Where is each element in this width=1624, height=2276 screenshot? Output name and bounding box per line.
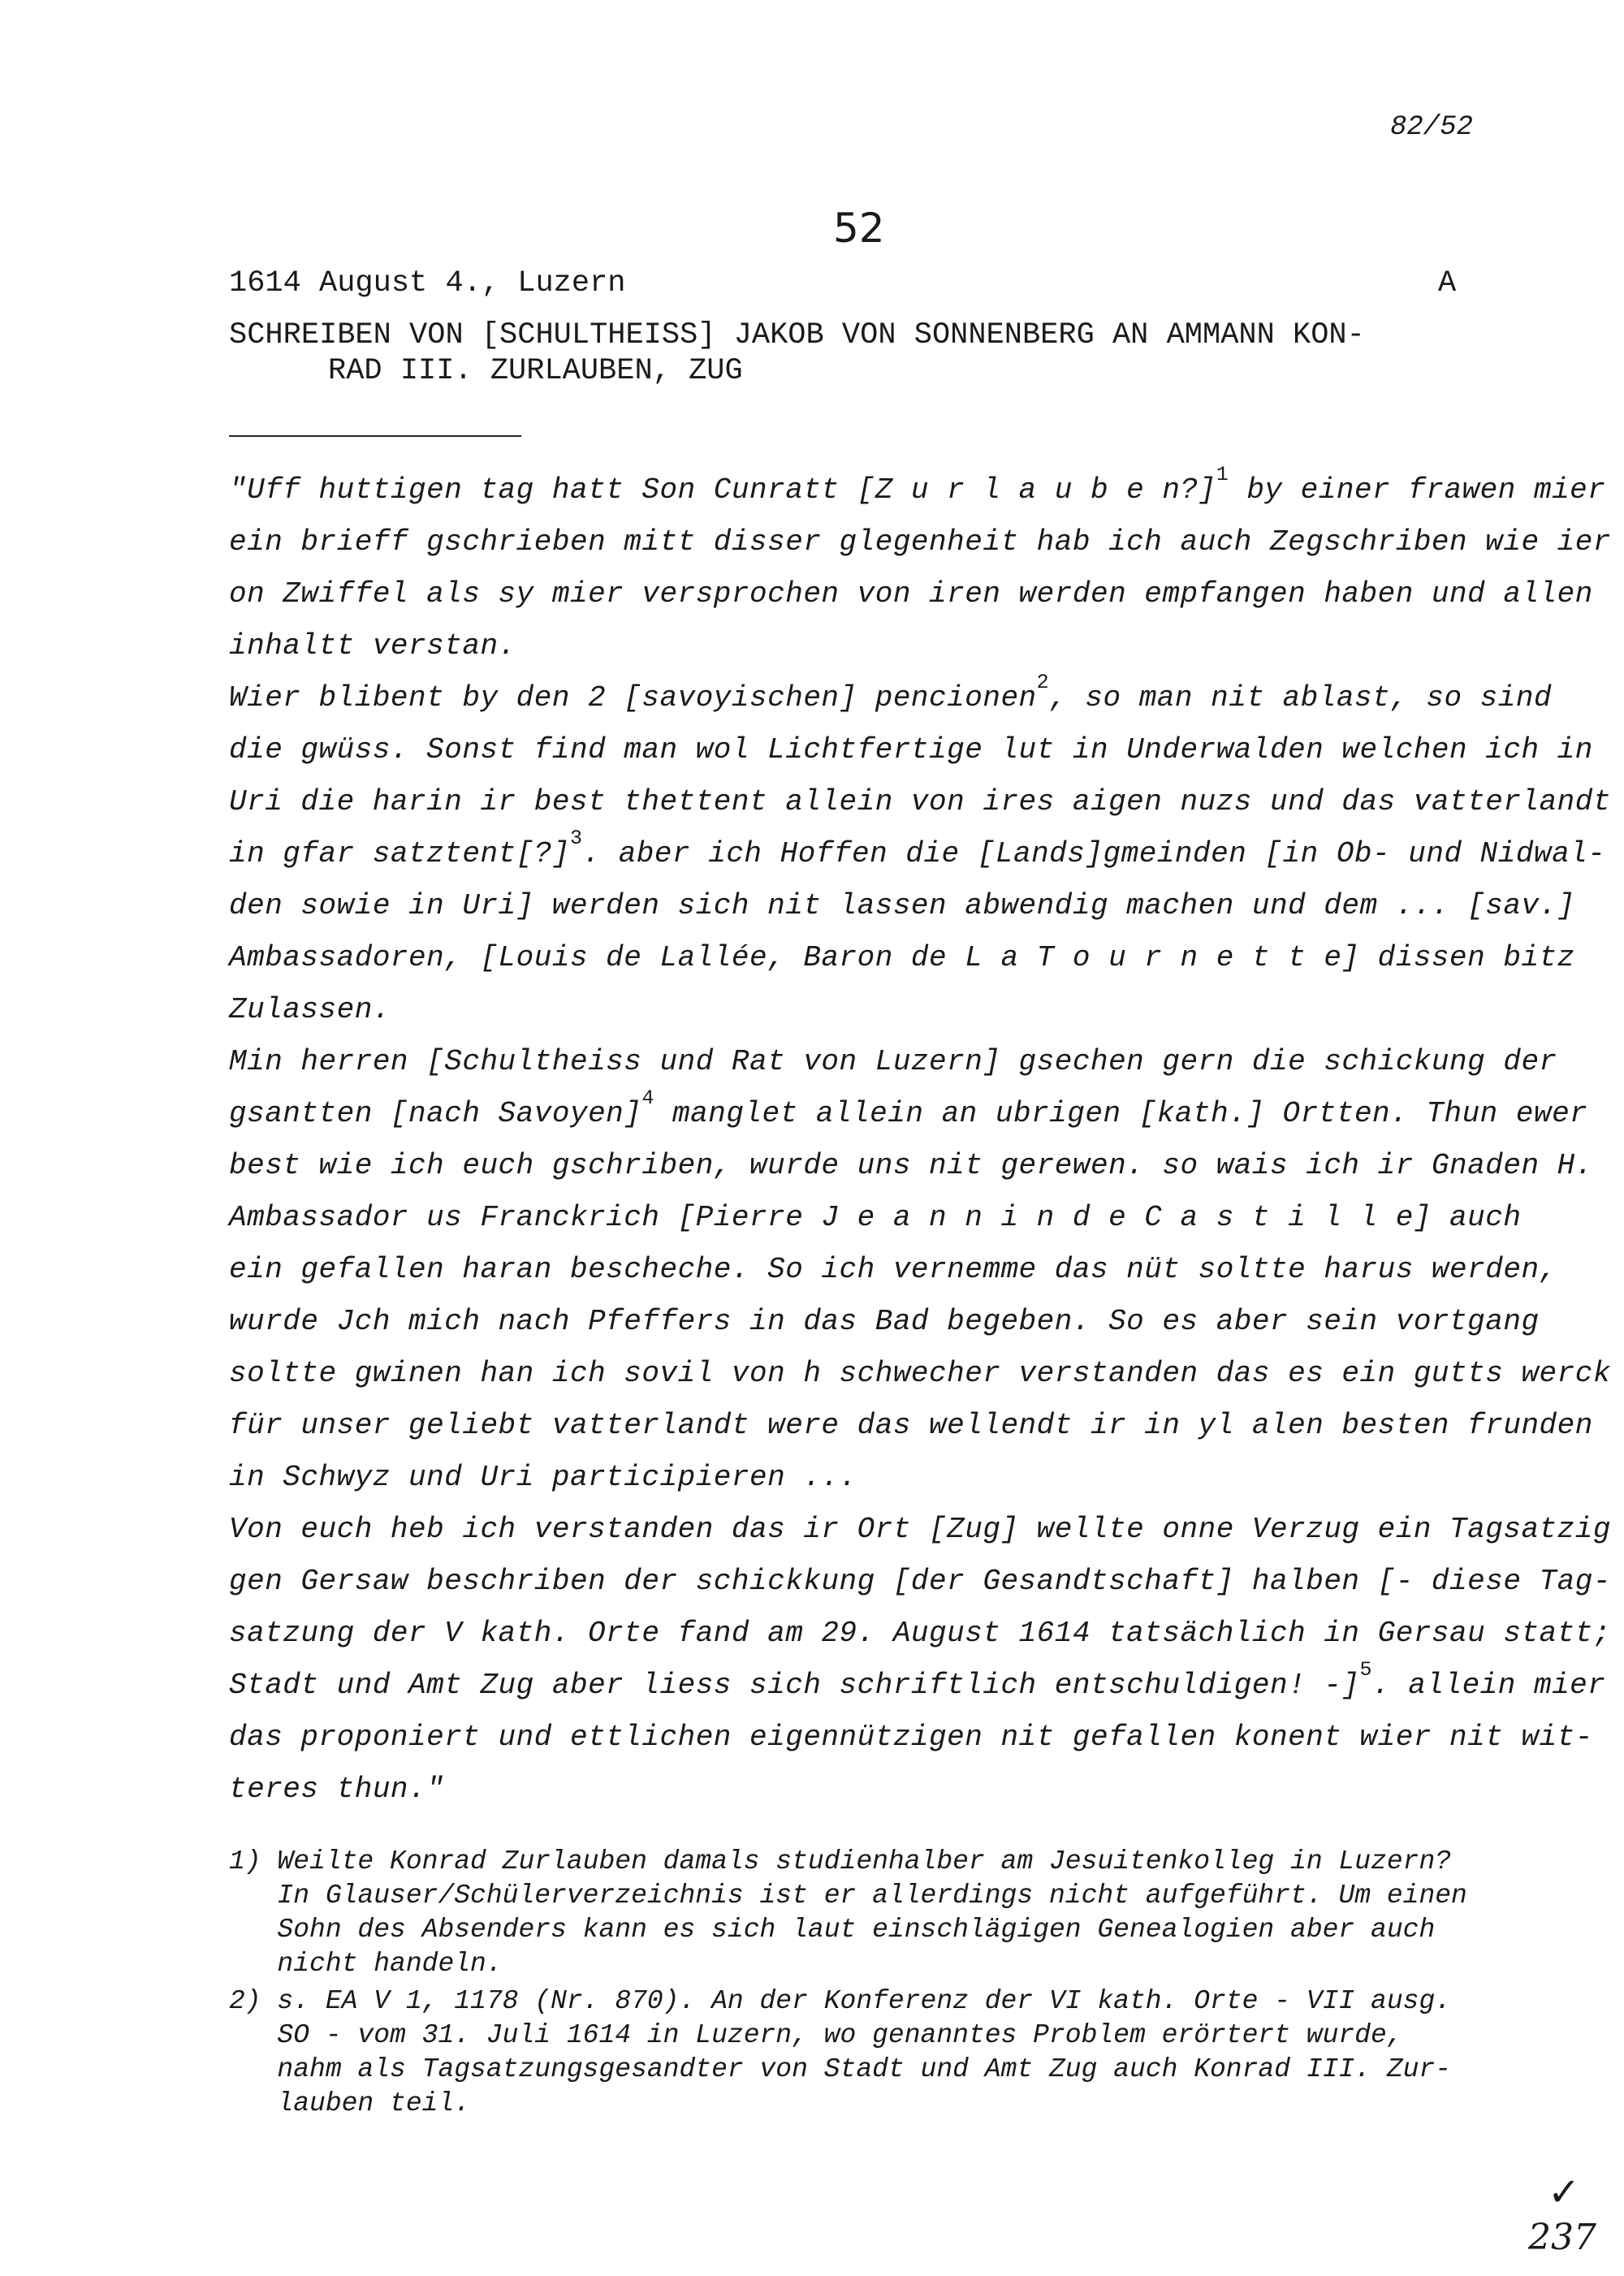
footnote-ref-4: 4 xyxy=(641,1086,654,1110)
footnote-ref-3: 3 xyxy=(569,827,583,850)
body-line: inhaltt verstan. xyxy=(229,629,516,663)
document-title-line-1: SCHREIBEN VON [SCHULTHEISS] JAKOB VON SONNENBERG AN AMMANN KON- xyxy=(229,318,1365,352)
footnote-ref-2: 2 xyxy=(1036,671,1050,694)
body-line: ein gefallen haran bescheche. So ich vernemme das nüt soltte harus werden, xyxy=(229,1253,1557,1286)
footnote-2-line: nahm als Tagsatzungsgesandter von Stadt und Amt Zug auch Konrad III. Zur- xyxy=(229,2054,1452,2084)
text-span: "Uff huttigen tag hatt Son Cunratt [Z u r l a u b e n?] xyxy=(229,473,1216,507)
body-line: die gwüss. Sonst find man wol Lichtfertige lut in Underwalden welchen ich in xyxy=(229,733,1593,767)
body-line: ein brieff gschrieben mitt disser glegenheit hab ich auch Zegschriben wie ier xyxy=(229,525,1611,559)
footnote-2-line: SO - vom 31. Juli 1614 in Luzern, wo genanntes Problem erörtert wurde, xyxy=(229,2020,1403,2050)
body-line: Min herren [Schultheiss und Rat von Luzern] gsechen gern die schickung der xyxy=(229,1045,1557,1078)
body-line: Zulassen. xyxy=(229,993,391,1026)
body-line: das proponiert und ettlichen eigennützigen nit gefallen konent wier nit wit- xyxy=(229,1721,1593,1754)
text-span: by einer frawen mier xyxy=(1229,473,1606,507)
body-line: Uri die harin ir best thettent allein von ires aigen nuzs und das vatterlandt xyxy=(229,785,1611,818)
body-line: teres thun." xyxy=(229,1773,445,1806)
body-line: gen Gersaw beschriben der schickkung [der Gesandtschaft] halben [- diese Tag- xyxy=(229,1565,1611,1598)
footnote-ref-5: 5 xyxy=(1359,1658,1373,1682)
document-title-line-2: RAD III. ZURLAUBEN, ZUG xyxy=(328,354,743,388)
body-line: den sowie in Uri] werden sich nit lassen abwendig machen und dem ... [sav.] xyxy=(229,889,1575,922)
body-line xyxy=(229,1658,1606,1702)
body-line xyxy=(229,671,1553,715)
body-line: für unser geliebt vatterlandt were das wellendt ir in yl alen besten frunden xyxy=(229,1409,1593,1442)
text-span: in gfar satztent[?] xyxy=(229,837,570,870)
check-mark: ✓ xyxy=(1548,2170,1581,2215)
text-span: manglet allein an ubrigen [kath.] Ortten. Thun ewer xyxy=(654,1097,1588,1130)
body-line: best wie ich euch gschriben, wurde uns nit gerewen. so wais ich ir Gnaden H. xyxy=(229,1149,1593,1182)
body-line: Ambassador us Franckrich [Pierre J e a n n i n d e C a s t i l l e] auch xyxy=(229,1201,1522,1234)
text-span: gsantten [nach Savoyen] xyxy=(229,1097,642,1130)
text-span: Wier blibent by den 2 [savoyischen] pencionen xyxy=(229,681,1037,715)
separator-rule xyxy=(229,435,521,437)
body-line: soltte gwinen han ich sovil von h schwecher verstanden das es ein gutts werck xyxy=(229,1357,1611,1390)
document-number: 52 xyxy=(833,205,885,252)
footnote-2-line: lauben teil. xyxy=(229,2088,471,2118)
body-line xyxy=(229,827,1606,870)
text-span: . aber ich Hoffen die [Lands]gmeinden [in Ob- und Nidwal- xyxy=(582,837,1606,870)
body-line: in Schwyz und Uri participieren ... xyxy=(229,1461,857,1494)
text-span: , so man nit ablast, so sind xyxy=(1049,681,1553,715)
document-letter: A xyxy=(1438,266,1457,300)
footnote-1-line: Sohn des Absenders kann es sich laut einschlägigen Genealogien aber auch xyxy=(229,1915,1436,1945)
body-line: wurde Jch mich nach Pfeffers in das Bad begeben. So es aber sein vortgang xyxy=(229,1305,1540,1338)
handwritten-page-number: 237 xyxy=(1528,2217,1596,2258)
body-line: on Zwiffel als sy mier versprochen von iren werden empfangen haben und allen xyxy=(229,577,1593,611)
body-line: Ambassadoren, [Louis de Lallée, Baron de L a T o u r n e t t e] dissen bitz xyxy=(229,941,1575,974)
footnote-2-line: 2) s. EA V 1, 1178 (Nr. 870). An der Konferenz der VI kath. Orte - VII ausg. xyxy=(229,1986,1452,2016)
body-line xyxy=(229,1086,1588,1130)
footnote-1-line: nicht handeln. xyxy=(229,1949,503,1979)
archive-reference: 82/52 xyxy=(1390,112,1474,143)
body-line: satzung der V kath. Orte fand am 29. August 1614 tatsächlich in Gersau statt; xyxy=(229,1617,1611,1650)
footnote-1-line: In Glauser/Schülerverzeichnis ist er allerdings nicht aufgeführt. Um einen xyxy=(229,1881,1467,1911)
text-span: . allein mier xyxy=(1372,1669,1606,1702)
text-span: Stadt und Amt Zug aber liess sich schriftlich entschuldigen! -] xyxy=(229,1669,1360,1702)
body-line xyxy=(229,463,1606,507)
dateline: 1614 August 4., Luzern xyxy=(229,266,626,300)
footnote-ref-1: 1 xyxy=(1216,463,1229,486)
body-line: Von euch heb ich verstanden das ir Ort [Zug] wellte onne Verzug ein Tagsatzig xyxy=(229,1513,1611,1546)
footnote-1-line: 1) Weilte Konrad Zurlauben damals studienhalber am Jesuitenkolleg in Luzern? xyxy=(229,1846,1452,1877)
